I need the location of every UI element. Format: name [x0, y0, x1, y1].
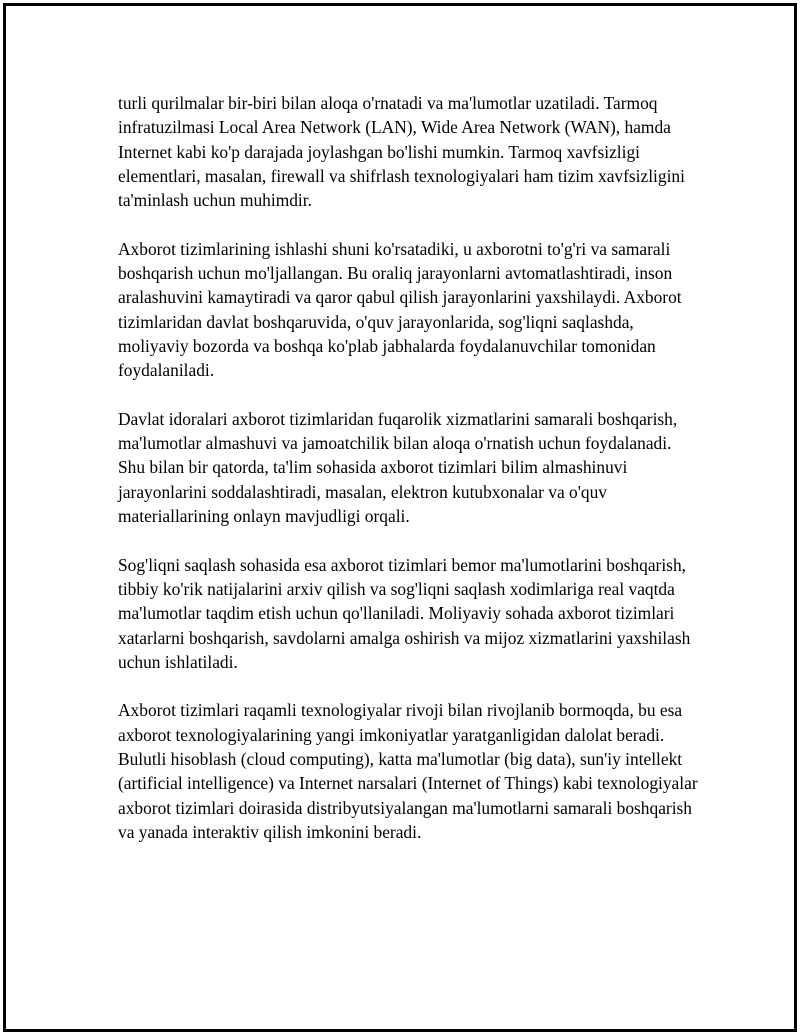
- paragraph: Axborot tizimlari raqamli texnologiyalar rivoji bilan rivojlanib bormoqda, bu esa axborot texnologiyalarining yangi imkoniyatlar yaratganligidan dalolat beradi. Bulutli hisoblash (cloud computing), katta ma'lumotlar (big data), sun'iy intellekt (artificial intelligence) va Internet narsalari (Internet of Things) kabi texnologiyalar axborot tizimlari doirasida distribyutsiyalangan ma'lumotlarni samarali boshqarish va yanada interaktiv qilish imkonini beradi.: [118, 700, 698, 842]
- document-body: [118, 91, 698, 869]
- paragraph: Axborot tizimlarining ishlashi shuni ko'rsatadiki, u axborotni to'g'ri va samarali boshqarish uchun mo'ljallangan. Bu oraliq jarayonlarni avtomatlashtiradi, inson aralashuvini kamaytiradi va qaror qabul qilish jarayonlarini yaxshilaydi. Axborot tizimlaridan davlat boshqaruvida, o'quv jarayonlarida, sog'liqni saqlashda, moliyaviy bozorda va boshqa ko'plab jabhalarda foydalanuvchilar tomonidan foydalaniladi.: [118, 238, 682, 381]
- paragraph: turli qurilmalar bir-biri bilan aloqa o'rnatadi va ma'lumotlar uzatiladi. Tarmoq infratuzilmasi Local Area Network (LAN), Wide Area Network (WAN), hamda Internet kabi ko'p darajada joylashgan bo'lishi mumkin. Tarmoq xavfsizligi elementlari, masalan, firewall va shifrlash texnologiyalari ham tizim xavfsizligini ta'minlash uchun muhimdir.: [118, 93, 685, 211]
- paragraph: Davlat idoralari axborot tizimlaridan fuqarolik xizmatlarini samarali boshqarish, ma'lumotlar almashuvi va jamoatchilik bilan aloqa o'rnatish uchun foydalanadi. Shu bilan bir qatorda, ta'lim sohasida axborot tizimlari bilim almashinuvi jarayonlarini soddalashtiradi, masalan, elektron kutubxonalar va o'quv materiallarining onlayn mavjudligi orqali.: [118, 408, 678, 527]
- paragraph: Sog'liqni saqlash sohasida esa axborot tizimlari bemor ma'lumotlarini boshqarish, tibbiy ko'rik natijalarini arxiv qilish va sog'liqni saqlash xodimlariga real vaqtda ma'lumotlar taqdim etish uchun qo'llaniladi. Moliyaviy sohada axborot tizimlari xatarlarni boshqarish, savdolarni amalga oshirish va mijoz xizmatlarini yaxshilash uchun ishlatiladi.: [118, 554, 691, 672]
